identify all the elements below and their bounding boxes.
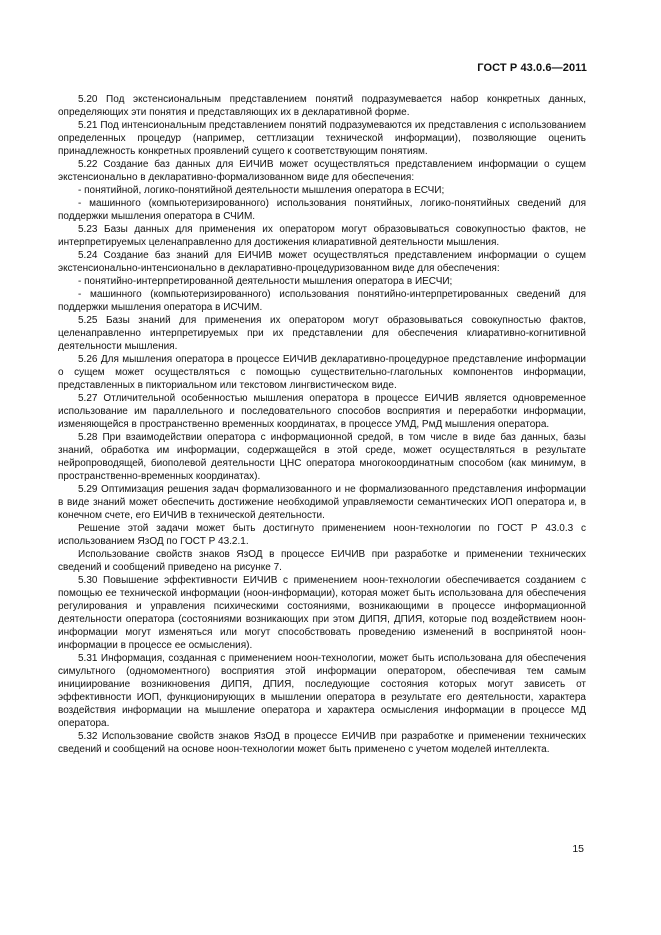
- paragraph-figure-ref: Использование свойств знаков ЯзОД в процессе ЕИЧИВ при разработке и применении технических сведений и сообщений приведено на рисунке 7.: [58, 549, 586, 573]
- list-item: - машинного (компьютеризированного) использования понятийных, логико-понятийных сведений для поддержки мышления оператора в СЧИМ.: [58, 198, 586, 222]
- paragraph-5-24: 5.24 Создание баз знаний для ЕИЧИВ может осуществляться представлением информации о сущем экстенсионально-интенсионально в декларативно-процедуризованном виде для обеспечения:: [58, 250, 586, 274]
- paragraph-5-23: 5.23 Базы данных для применения их оператором могут образовываться совокупностью фактов, не интерпретируемых целенаправленно для достижения клиаративной деятельности мышления.: [58, 224, 586, 248]
- paragraph-5-22: 5.22 Создание баз данных для ЕИЧИВ может осуществляться представлением информации о сущем экстенсионально в декларативно-формализованном виде для обеспечения:: [58, 159, 586, 183]
- list-item: - машинного (компьютеризированного) использования понятийно-интерпретированных сведений для поддержки мышления оператора в ИСЧИМ.: [58, 289, 586, 313]
- document-body: [58, 93, 586, 756]
- paragraph-5-27: 5.27 Отличительной особенностью мышления оператора в процессе ЕИЧИВ является одновременное использование им параллельного и последовательного способов восприятия и переработки информации, изменяющейся в пространственно временных координатах, в процессе УМД, РмД мышления оператора.: [58, 393, 586, 430]
- paragraph-5-29: 5.29 Оптимизация решения задач формализованного и не формализованного представления информации в виде знаний может обеспечить достижение необходимой управляемости семантических ИОП оператора и, в конечном счете, его ЕИЧИВ в технической деятельности.: [58, 484, 586, 521]
- paragraph-5-28: 5.28 При взаимодействии оператора с информационной средой, в том числе в виде баз данных, базы знаний, обработка им информации, содержащейся в этой среде, может осуществляться в результате нейропроводящей, биополевой деятельности ЦНС оператора многокоординатным способом (как минимум, в пространственно-временных координатах).: [58, 432, 586, 482]
- paragraph-5-21: 5.21 Под интенсиональным представлением понятий подразумеваются их представления с использованием определенных процедур (например, сеттлизации технической информации), позволяющие оценить принадлежность конкретных проявлений сущего к соответствующим понятиям.: [58, 120, 586, 157]
- list-item: - понятийной, логико-понятийной деятельности мышления оператора в ЕСЧИ;: [78, 185, 445, 196]
- list-item: - понятийно-интерпретированной деятельности мышления оператора в ИЕСЧИ;: [78, 276, 453, 287]
- paragraph-solution: Решение этой задачи может быть достигнуто применением ноон-технологии по ГОСТ Р 43.0.3 с использованием ЯзОД по ГОСТ Р 43.2.1.: [58, 523, 586, 547]
- page-number: 15: [572, 843, 584, 855]
- paragraph-5-26: 5.26 Для мышления оператора в процессе ЕИЧИВ декларативно-процедурное представление информации о сущем может осуществляться с помощью существительно-глагольных компонентов информации, представленных в пикториальном или текстовом лингвистическом виде.: [58, 354, 586, 391]
- document-id-header: ГОСТ Р 43.0.6—2011: [477, 62, 587, 74]
- paragraph-5-32: 5.32 Использование свойств знаков ЯзОД в процессе ЕИЧИВ при разработке и применении технических сведений и сообщений на основе ноон-технологии может быть применено с учетом моделей интеллекта.: [58, 731, 586, 755]
- paragraph-5-25: 5.25 Базы знаний для применения их оператором могут образовываться совокупностью фактов, целенаправленно интерпретируемых при их представлении для обеспечения клиаративно-когнитивной деятельности мышления.: [58, 315, 586, 352]
- paragraph-5-31: 5.31 Информация, созданная с применением ноон-технологии, может быть использована для обеспечения симультного (одномоментного) восприятия этой информации оператором, обеспечивая тем самым инициирование возникновения ДИПЯ, ДПИЯ, последующие состояния которых могут зависеть от эффективности ИОП, функционирующих в мышлении оператора в результате его деятельности, характера воздействия информации на мышление оператора и характера осмысления информации в процессе МД оператора.: [58, 653, 586, 729]
- paragraph-5-20: 5.20 Под экстенсиональным представлением понятий подразумевается набор конкретных данных, определяющих эти понятия и представляющих их в декларативной форме.: [58, 94, 586, 118]
- paragraph-5-30: 5.30 Повышение эффективности ЕИЧИВ с применением ноон-технологии обеспечивается созданием с помощью ее технической информации (ноон-информации), которая может быть использована для обеспечения регулирования и управления психическими состояниями, возникающими в процессе информационной деятельности оператора (состояниями возникающих при этом ДИПЯ, ДПИЯ, которые под воздействием ноон-информации могут изменяться или могут способствовать проведению изменений в воспринятой ноон-информации в процессе ее осмысления).: [58, 575, 586, 651]
